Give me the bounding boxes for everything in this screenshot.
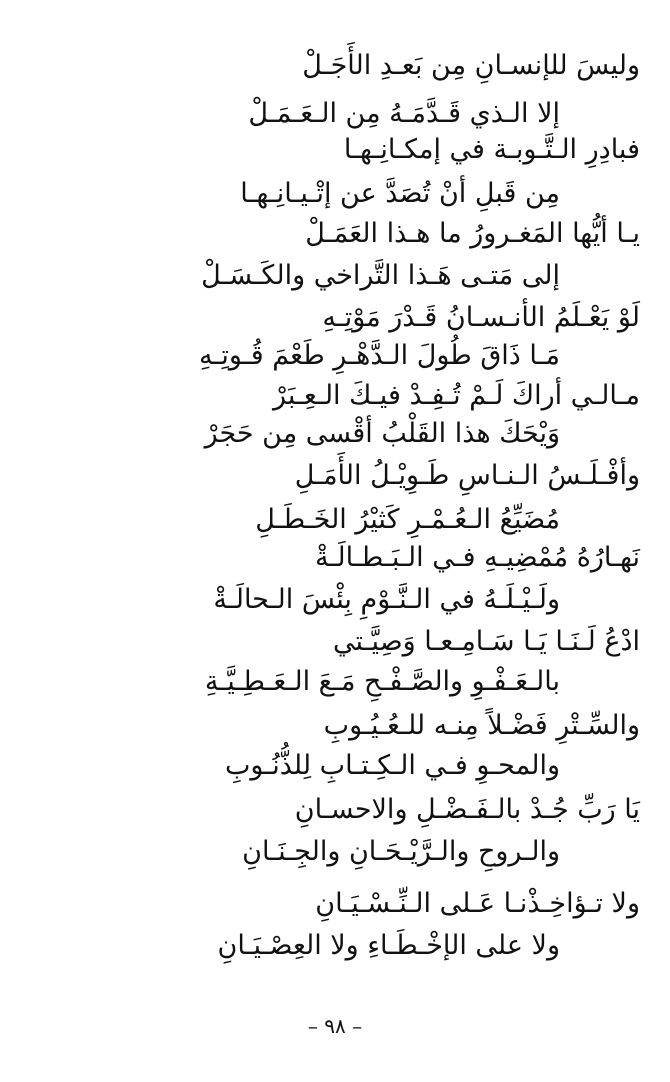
verse-line-17: والسِّـتْرِ فَضْـلاً مِنـه للـعُـيُـوبِ — [323, 710, 640, 741]
verse-line-12: مُضَيِّعُ الـعُـمْـرِ كَثيْرُ الخَـطَـلِ — [255, 504, 560, 535]
verse-line-13: نَهـارُهُ مُمْضِيـهِ فـي الـبَـطـالَـةْ — [315, 542, 640, 573]
verse-line-18: والمحـوِ فـي الـكِـتـابِ لِلذُّنُـوبِ — [224, 750, 560, 781]
verse-line-16: بالـعَـفْـوِ والصَّـفْـحِ مَـعَ الـعَـطِـيَّـةِ — [204, 666, 560, 697]
verse-line-21: ولا تـؤاخِـذْنـا عَـلى الـنِّـسْـيَـانِ — [315, 888, 640, 919]
verse-line-19: يَا رَبِّ جُـدْ بالـفَـضْـلِ والاحسـانِ — [294, 794, 640, 825]
verse-line-6: إلى مَتـى هَـذا التَّراخي والكَـسَـلْ — [201, 260, 560, 291]
verse-line-10: وَيْحَكَ هذا القَلْبُ أقْسى مِن حَجَرْ — [204, 418, 560, 449]
verse-line-2: إلا الـذي قَـدَّمَـهُ مِن الـعَـمَـلْ — [248, 98, 560, 129]
verse-line-14: ولَـيْـلَـهُ في الـنَّـوْمِ بِئْسَ الـحالَـةْ — [213, 584, 560, 615]
verse-line-15: ادْعُ لَـنَـا يَـا سَـامِـعـا وَصِيَّـتي — [332, 626, 640, 657]
verse-line-7: لَوْ يَعْـلَمُ الأنـسـانُ قَـدْرَ مَوْتِـهِ — [322, 302, 640, 333]
page-number: – ٩٨ – — [307, 1014, 363, 1038]
verse-line-22: ولا على الإخْـطَـاءِ ولا العِصْـيَـانِ — [217, 930, 560, 961]
verse-line-5: يـا أيُّها المَغـرورُ ما هـذا العَمَـلْ — [305, 218, 640, 249]
verse-line-8: مَـا ذَاقَ طُولَ الـدَّهْـرِ طَعْمَ قُـوتِـهِ — [198, 340, 560, 371]
verse-line-20: والـروحِ والـرَّيْـحَـانِ والجِـنَـانِ — [242, 836, 560, 867]
verse-line-3: فبادِرِ الـتَّـوبـة في إمكـانِـهـا — [343, 134, 640, 165]
verse-line-1: وليسَ للإنسـانِ مِن بَعـدِ الأَجَـلْ — [302, 50, 640, 81]
verse-line-4: مِن قَبلِ أنْ تُصَدَّ عن إتْـيـانِـهـا — [240, 178, 560, 209]
verse-line-9: مـالـي أراكَ لَـمْ تُـفِـدْ فيـكَ الـعِـبَرْ — [272, 380, 640, 411]
verse-line-11: وأفْـلَـسُ الـنـاسِ طَـوِيْـلُ الأَمَـلِ — [294, 460, 640, 491]
